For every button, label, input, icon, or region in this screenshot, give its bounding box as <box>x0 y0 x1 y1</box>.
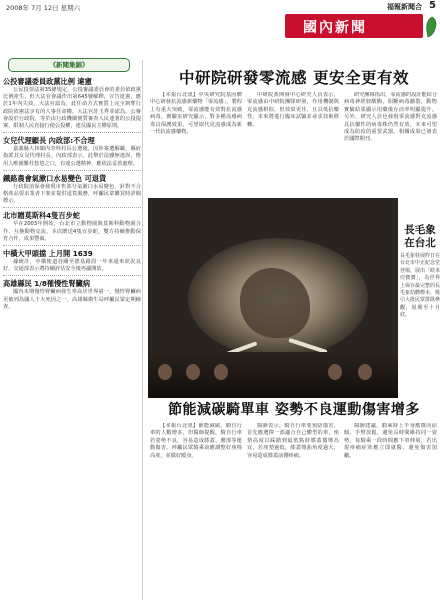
article-text: 醫師表示，騎自行車要預防傷害，首先應選擇一部適合自己體型的車，座墊高度以踩踏到最低點時膝蓋微彎為宜，若座墊過低，膝蓋彎曲角度過大，容易造成膝蓋前側疼痛。 <box>247 423 339 459</box>
newspaper-name: 福報新聞合 <box>387 3 422 11</box>
divider <box>3 132 141 133</box>
section-header <box>285 14 440 42</box>
visitor-head <box>328 364 342 380</box>
page-header <box>0 0 440 14</box>
caption-title: 長毛象在台北 <box>404 224 436 249</box>
digest-item-title: 北市贈莫斯科4隻百步蛇 <box>3 211 80 221</box>
digest-item-body: 早在2003年開始，台北市立動物園與莫斯科動物園合作，互換動物交流。本次贈送4隻百步蛇，雙方持續推動保育合作，成果豐碩。 <box>3 221 141 242</box>
issue-date: 2008年 7月 12日 星期六 <box>6 4 81 12</box>
article-text: 中研院黃開發中心研究人員表示，零流感由中研院團隊研發，作用機制與克流感相似，但效果更佳，且具低抗藥性，未來將進行臨床試驗並尋求技術移轉。 <box>247 92 339 128</box>
article-text: 醫師建議，騎乘時上半身應微向前傾，手臂放鬆，避免長時間維持同一姿勢，每騎乘一段時間應下車伸展，若出現疼痛症狀應立即就醫，避免傷害加劇。 <box>344 423 437 459</box>
news-digest-column <box>3 56 141 604</box>
article-text: 【本報台北訊】中央研究院基因體中心研發抗流感新藥物「零流感」，製程上有重大突破，零流感能有效對抗流感病毒，實驗室研究顯示，對多種流感病毒具保護效果，可望取代克流感成為新一代抗流感藥物。 <box>150 92 242 136</box>
digest-item-title: 中橫大甲頭擋 上月開 1639 <box>3 249 93 259</box>
visitor-head <box>186 364 200 380</box>
divider <box>3 207 141 208</box>
mammoth-exhibit-photo <box>148 198 398 398</box>
section-title: 國內新聞 <box>303 20 367 36</box>
divider <box>3 170 141 171</box>
column-separator <box>142 60 143 600</box>
divider <box>3 245 141 246</box>
photo-caption <box>400 224 440 394</box>
article-column <box>344 423 437 603</box>
visitor-head <box>158 364 172 380</box>
article-headline: 節能減碳騎單車 姿勢不良運動傷害增多 <box>168 402 420 418</box>
taiwan-map-icon <box>422 16 440 38</box>
caption-body: 長毛象特展昨日在台北市中正紀念堂登場，展出「欧米亞寶寶」，為世界上保存最完整的長毛象幼體標本，吸引大批民眾排隊參觀，展期至十月底。 <box>400 253 440 319</box>
news-digest-title: 《新聞集錦》 <box>49 61 89 69</box>
article-text: 【本報台北訊】節能減碳，騎自行車的人數增多，但醫師提醒，騎自行車若姿勢不良，容易造成膝蓋、腰部等運動傷害，呼籲民眾騎乘前應調整好座椅高度，並做好暖身。 <box>150 423 242 459</box>
digest-item-body: 國內末期慢性腎臟病發生率高居世界第一，慢性腎臟病更被列為國人十大死因之一，高雄縣衛生局呼籲民眾定期檢查。 <box>3 289 141 310</box>
digest-item-title: 女兒代理顧長 內政部:不合理 <box>3 136 95 146</box>
digest-item-body: 嘉義縣大林鎮內李姓村長公選後，因涉案遭解職，縣府指派其女兒代理村長。內政部表示，此舉於法雖無違誤，惟用人唯親難杜悠悠之口，有違公選精神，應依法妥善處理。 <box>3 146 141 167</box>
article-headline: 中研院研發零流感 更安全更有效 <box>179 68 409 87</box>
digest-item-body: 公民投票法第35條規定，公投審議委員會的委員依政黨比例產生，但大法官會議作出第645號解釋，宣告違憲，應於1年內失效。大法官認為，此任命方式實質上完全剝奪行政院依憲法享有的人事任命權。大法官許玉秀並認為，公審會設於行政院，等於由行政機關實質審查人民連署的公投提案，限制人民直接行使公投權，違反國民主權原則。 <box>3 87 141 130</box>
page-number: 5 <box>429 0 436 11</box>
digest-item-body: 據統計，中橫便道谷關至德基路段一年來通車狀況良好，交通部表示將持續評估安全後再議開放。 <box>3 259 141 273</box>
visitor-head <box>358 364 372 380</box>
digest-item-title: 公投審議委員政黨比例 違憲 <box>3 77 92 86</box>
digest-item-body: 行政院消保會發現市售部分氣漱口水易變色，針對不合格產品要求業者下架並提供退貨服務，呼籲民眾購買時詳閱標示。 <box>3 183 141 205</box>
digest-item-title: 高雄縣民 1/8罹慢性腎臟病 <box>3 279 91 289</box>
article-column <box>150 423 242 603</box>
article-column <box>247 423 339 603</box>
visitor-head <box>214 364 228 380</box>
divider <box>3 275 141 276</box>
digest-item-title: 鐵路農會氣漱口水易變色 可退貨 <box>3 173 107 183</box>
article-text: 研究團隊指出，零流感的設計能結合病毒神經胺酸酶，阻斷病毒擴散，動物實驗結果顯示用藥後存活率明顯提升。另外，研究人員也發現零流感對克流感具抗藥性的病毒株仍然有效，未來可望成為防疫的重要武器。相關成果已發表於國際期刊。 <box>344 92 437 143</box>
